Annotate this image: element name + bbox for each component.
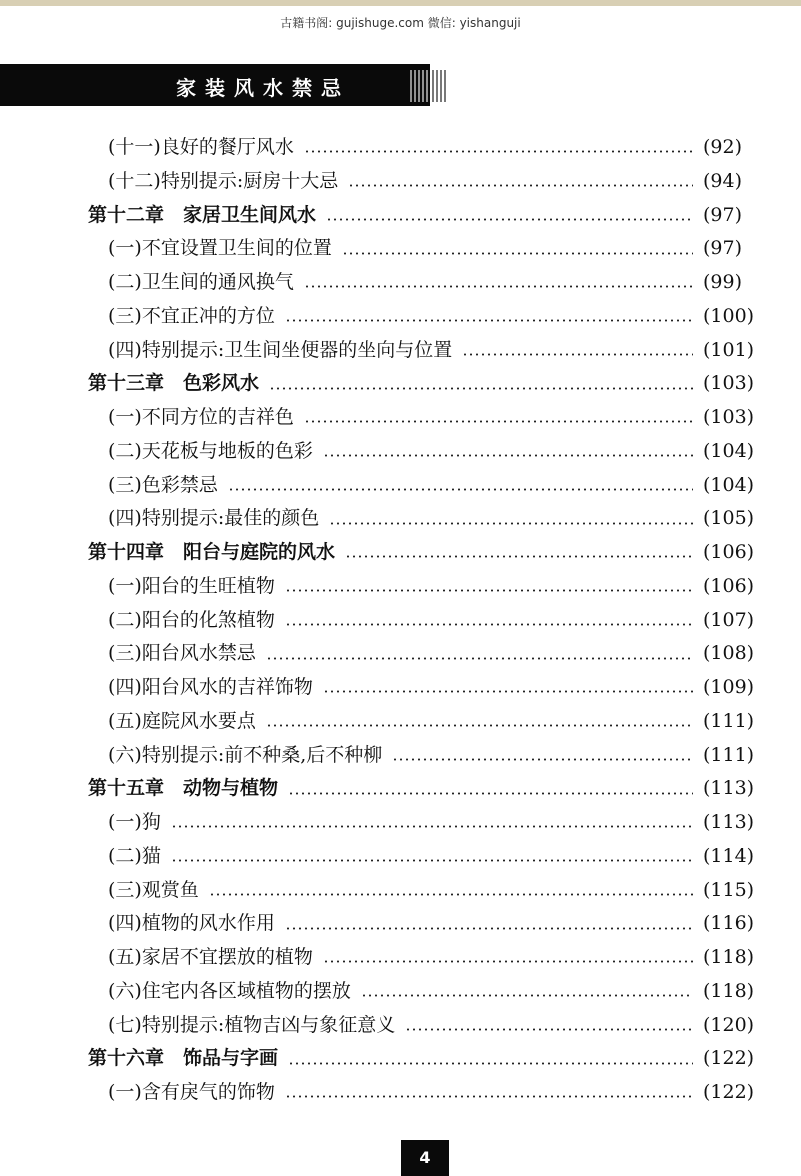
toc-entry-title: (三)观赏鱼 [108, 878, 199, 901]
toc-section-entry [0, 874, 801, 908]
toc-entry-page: (97) [703, 237, 743, 260]
dot-leader [345, 555, 693, 558]
dot-leader [348, 184, 693, 187]
dot-leader [209, 893, 693, 896]
toc-entry-title: 第十二章 家居卫生间风水 [88, 203, 317, 226]
toc-entry-page: (104) [703, 473, 755, 496]
watermark-text: 古籍书阁: gujishuge.com 微信: yishanguji [280, 16, 521, 30]
toc-entry-title: (五)庭院风水要点 [108, 709, 256, 732]
toc-chapter-entry [0, 536, 801, 570]
toc-entry-title: (五)家居不宜摆放的植物 [108, 946, 313, 968]
toc-entry-title: 第十三章 色彩风水 [88, 372, 260, 395]
dot-leader [329, 522, 693, 525]
toc-entry-title: (六)特别提示:前不种桑,后不种柳 [108, 743, 383, 766]
toc-entry-page: (103) [703, 406, 755, 428]
toc-entry-page: (113) [703, 811, 755, 833]
toc-section-entry [0, 739, 801, 773]
toc-entry-title: (四)植物的风水作用 [108, 912, 275, 935]
toc-entry-page: (122) [703, 1081, 755, 1103]
dot-leader [304, 285, 693, 288]
toc-entry-page: (122) [703, 1047, 755, 1070]
toc-entry-page: (107) [703, 608, 755, 631]
dot-leader [361, 994, 693, 997]
dot-leader [171, 859, 693, 862]
toc-entry-page: (109) [703, 676, 755, 698]
toc-entry-title: (一)不宜设置卫生间的位置 [108, 237, 332, 260]
toc-entry-title: (十一)良好的餐厅风水 [108, 136, 294, 158]
toc-entry-title: (四)特别提示:卫生间坐便器的坐向与位置 [108, 338, 453, 361]
dot-leader [285, 319, 693, 322]
toc-section-entry [0, 671, 801, 705]
dot-leader [304, 420, 693, 423]
toc-entry-page: (118) [703, 979, 755, 1002]
toc-section-entry [0, 266, 801, 300]
page-number: 4 [401, 1140, 449, 1176]
dot-leader [323, 454, 693, 457]
toc-chapter-entry [0, 199, 801, 233]
dot-leader [285, 589, 693, 592]
dot-leader [392, 758, 693, 761]
toc-entry-page: (116) [703, 912, 755, 935]
toc-entry-title: (一)狗 [108, 811, 161, 833]
toc-section-entry [0, 705, 801, 739]
toc-entry-page: (100) [703, 304, 755, 327]
toc-entry-page: (118) [703, 946, 755, 968]
book-title: 家装风水禁忌 [176, 76, 350, 100]
dot-leader [288, 1062, 693, 1065]
toc-entry-page: (111) [703, 743, 755, 766]
top-border [0, 0, 801, 6]
toc-section-entry [0, 232, 801, 266]
toc-entry-page: (113) [703, 777, 755, 800]
dot-leader [266, 657, 693, 660]
toc-entry-title: (三)不宜正冲的方位 [108, 304, 275, 327]
dot-leader [462, 353, 693, 356]
toc-entry-title: (一)含有戾气的饰物 [108, 1081, 275, 1103]
toc-section-entry [0, 840, 801, 874]
toc-entry-page: (92) [703, 136, 743, 158]
toc-entry-page: (94) [703, 169, 743, 192]
toc-entry-title: (六)住宅内各区域植物的摆放 [108, 979, 351, 1002]
toc-entry-page: (105) [703, 507, 755, 530]
dot-leader [342, 252, 693, 255]
toc-section-entry [0, 165, 801, 199]
toc-section-entry [0, 907, 801, 941]
toc-section-entry [0, 604, 801, 638]
dot-leader [326, 218, 693, 221]
toc-entry-page: (108) [703, 642, 755, 665]
toc-entry-page: (106) [703, 541, 755, 563]
toc-section-entry [0, 570, 801, 604]
dot-leader [285, 623, 693, 626]
toc-entry-title: (七)特别提示:植物吉凶与象征意义 [108, 1013, 396, 1036]
toc-entry-title: (四)特别提示:最佳的颜色 [108, 507, 320, 530]
toc-entry-page: (111) [703, 709, 755, 732]
dot-leader [304, 150, 693, 153]
toc-section-entry [0, 806, 801, 840]
dot-leader [323, 960, 693, 963]
toc-entry-page: (115) [703, 878, 755, 901]
toc-entry-page: (106) [703, 574, 755, 597]
dot-leader [405, 1028, 693, 1031]
toc-section-entry [0, 1076, 801, 1110]
toc-entry-title: (一)阳台的生旺植物 [108, 574, 275, 597]
dot-leader [285, 1095, 693, 1098]
toc-entry-page: (97) [703, 203, 743, 226]
toc-section-entry [0, 502, 801, 536]
toc-section-entry [0, 1009, 801, 1043]
toc-section-entry [0, 131, 801, 165]
toc-entry-title: (三)阳台风水禁忌 [108, 642, 256, 665]
toc-entry-page: (114) [703, 844, 755, 867]
dot-leader [266, 724, 693, 727]
toc-entry-title: (二)猫 [108, 844, 161, 867]
dot-leader [285, 927, 693, 930]
toc-entry-page: (103) [703, 372, 755, 395]
dot-leader [171, 825, 693, 828]
toc-section-entry [0, 975, 801, 1009]
toc-section-entry [0, 334, 801, 368]
toc-entry-title: 第十五章 动物与植物 [88, 777, 279, 800]
toc-section-entry [0, 469, 801, 503]
toc-section-entry [0, 401, 801, 435]
toc-entry-title: (二)阳台的化煞植物 [108, 608, 275, 631]
toc-entry-title: 第十六章 饰品与字画 [88, 1047, 279, 1070]
toc-entry-page: (99) [703, 271, 743, 293]
toc-chapter-entry [0, 772, 801, 806]
toc-section-entry [0, 637, 801, 671]
toc-entry-page: (104) [703, 439, 755, 462]
toc-entry-title: 第十四章 阳台与庭院的风水 [88, 541, 336, 563]
header-banner [0, 64, 430, 106]
toc-chapter-entry [0, 367, 801, 401]
toc-entry-page: (101) [703, 338, 755, 361]
toc-entry-title: (四)阳台风水的吉祥饰物 [108, 676, 313, 698]
dot-leader [228, 488, 693, 491]
dot-leader [323, 690, 693, 693]
toc-entry-title: (一)不同方位的吉祥色 [108, 406, 294, 428]
table-of-contents [0, 131, 801, 1110]
toc-entry-title: (十二)特别提示:厨房十大忌 [108, 169, 339, 192]
toc-entry-title: (三)色彩禁忌 [108, 473, 218, 496]
toc-section-entry [0, 300, 801, 334]
dot-leader [269, 387, 693, 390]
toc-section-entry [0, 941, 801, 975]
dot-leader [288, 792, 693, 795]
toc-section-entry [0, 435, 801, 469]
toc-entry-title: (二)卫生间的通风换气 [108, 271, 294, 293]
toc-entry-page: (120) [703, 1013, 755, 1036]
toc-entry-title: (二)天花板与地板的色彩 [108, 439, 313, 462]
toc-chapter-entry [0, 1042, 801, 1076]
